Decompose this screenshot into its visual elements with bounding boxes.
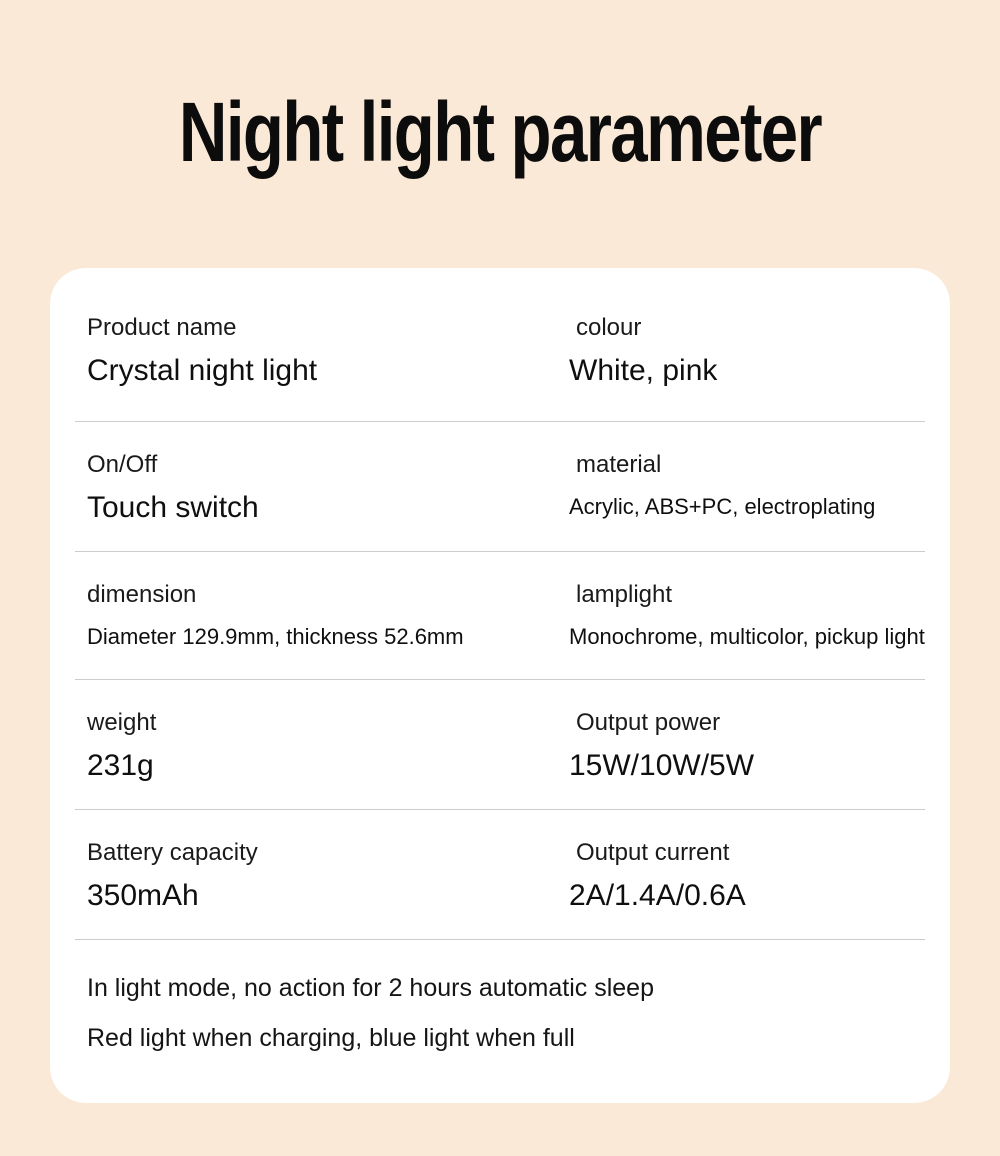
spec-row-product-colour (75, 268, 925, 422)
note-sleep-mode: In light mode, no action for 2 hours automatic sleep (87, 974, 654, 1002)
spec-cell-onoff (75, 449, 557, 528)
spec-cell-output-power (557, 707, 925, 786)
spec-card (50, 268, 950, 1103)
spec-value-material: Acrylic, ABS+PC, electroplating (569, 494, 876, 519)
spec-value-weight: 231g (87, 749, 154, 782)
spec-label-material: material (576, 451, 662, 478)
spec-label-colour: colour (576, 314, 642, 341)
spec-label-onoff: On/Off (87, 451, 158, 478)
page-title: Night light parameter (178, 85, 822, 179)
spec-cell-battery-capacity (75, 837, 557, 916)
spec-value-lamplight: Monochrome, multicolor, pickup light (569, 624, 925, 649)
spec-cell-dimension (75, 579, 557, 656)
spec-label-lamplight: lamplight (576, 581, 673, 608)
spec-label-battery-capacity: Battery capacity (87, 839, 258, 866)
spec-value-output-current: 2A/1.4A/0.6A (569, 879, 746, 912)
spec-row-battery-current (75, 810, 925, 940)
spec-cell-product-name (75, 312, 557, 391)
spec-cell-weight (75, 707, 557, 786)
note-charging-indicator: Red light when charging, blue light when full (87, 1024, 575, 1052)
spec-row-onoff-material (75, 422, 925, 552)
spec-label-product-name: Product name (87, 314, 237, 341)
spec-value-dimension: Diameter 129.9mm, thickness 52.6mm (87, 624, 464, 649)
spec-label-output-current: Output current (576, 839, 730, 866)
spec-row-dimension-lamplight (75, 552, 925, 680)
spec-value-colour: White, pink (569, 354, 718, 387)
footer-notes (75, 940, 925, 1057)
spec-label-weight: weight (87, 709, 157, 736)
spec-value-output-power: 15W/10W/5W (569, 749, 755, 782)
spec-cell-material (557, 449, 925, 528)
spec-label-output-power: Output power (576, 709, 721, 736)
spec-label-dimension: dimension (87, 581, 197, 608)
spec-cell-colour (557, 312, 925, 391)
spec-value-onoff: Touch switch (87, 491, 259, 524)
spec-cell-lamplight (557, 579, 925, 656)
spec-value-battery-capacity: 350mAh (87, 879, 199, 912)
spec-row-weight-power (75, 680, 925, 810)
spec-value-product-name: Crystal night light (87, 354, 318, 387)
spec-cell-output-current (557, 837, 925, 916)
